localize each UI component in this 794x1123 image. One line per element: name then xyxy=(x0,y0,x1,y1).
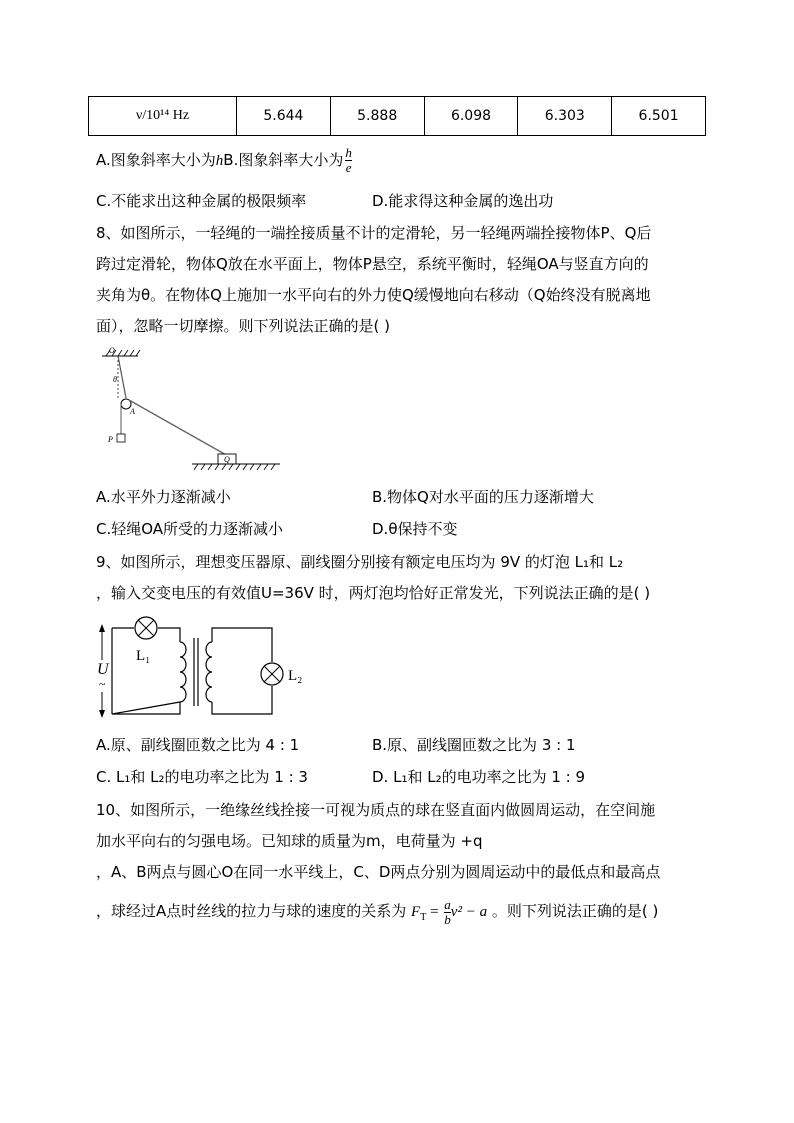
q7-option-a: A.图象斜率大小为 xyxy=(96,151,216,169)
secondary-coil xyxy=(206,642,212,702)
block-p xyxy=(117,434,125,442)
q8-pulley-diagram xyxy=(100,342,290,477)
rope-oa xyxy=(118,356,126,398)
q8-option-b: B.物体Q对水平面的压力逐渐增大 xyxy=(372,488,594,506)
primary-coil xyxy=(180,642,186,702)
q8-stem-line-3: 夹角为θ。在物体Q上施加一水平向右的外力使Q缓慢地向右移动（Q始终没有脱离地 xyxy=(96,286,651,304)
voltage-arrowhead-bottom xyxy=(99,710,105,718)
q10-stem-line-2: 加水平向右的匀强电场。已知球的质量为m，电荷量为 +q xyxy=(96,832,483,850)
label-a: A xyxy=(130,407,135,416)
table-cell: 5.644 xyxy=(237,97,331,136)
table-row xyxy=(89,97,706,136)
q10-line-4-text-b: 。则下列说法正确的是( ) xyxy=(487,901,659,920)
table-cell: 5.888 xyxy=(330,97,424,136)
rope-to-q xyxy=(129,400,228,456)
q9-transformer-diagram xyxy=(96,612,316,722)
fraction-numerator: h xyxy=(345,145,352,160)
q8-stem-line-4: 面），忽略一切摩擦。则下列说法正确的是( ) xyxy=(96,317,390,335)
label-l2: L₂ xyxy=(288,668,303,684)
q8-option-d: D.θ保持不变 xyxy=(372,520,458,538)
label-theta: θ xyxy=(113,375,117,384)
frequency-table xyxy=(88,96,706,136)
formula-f: F xyxy=(411,903,421,920)
q7-option-d: D.能求得这种金属的逸出功 xyxy=(372,192,554,210)
label-o: O xyxy=(109,346,115,355)
fraction-denominator: b xyxy=(444,912,451,927)
formula-subscript: T xyxy=(420,911,427,923)
table-header-cell: ν/10¹⁴ Hz xyxy=(89,97,237,136)
table-cell: 6.303 xyxy=(518,97,612,136)
table-cell: 6.501 xyxy=(612,97,706,136)
q8-option-c: C.轻绳OA所受的力逐渐减小 xyxy=(96,520,284,538)
q10-stem-line-1: 10、如图所示，一绝缘丝线拴接一可视为质点的球在竖直面内做圆周运动，在空间施 xyxy=(96,801,656,819)
q10-stem-line-3: ，A、B两点与圆心O在同一水平线上，C、D两点分别为圆周运动中的最低点和最高点 xyxy=(96,863,661,881)
fraction-numerator: a xyxy=(444,897,451,912)
q7-option-ab xyxy=(96,146,352,175)
label-ac-symbol: ~ xyxy=(99,677,106,691)
q8-stem-line-1: 8、如图所示，一轻绳的一端拴接质量不计的定滑轮，另一轻绳两端拴接物体P、Q后 xyxy=(96,224,652,242)
voltage-arrowhead-top xyxy=(99,624,105,632)
q7-option-c: C.不能求出这种金属的极限频率 xyxy=(96,192,307,210)
label-l1: L₁ xyxy=(136,648,151,664)
tension-formula xyxy=(411,897,488,927)
q9-option-c: C. L₁和 L₂的电功率之比为 1 : 3 xyxy=(96,768,308,786)
q9-option-a: A.原、副线圈匝数之比为 4 : 1 xyxy=(96,736,300,754)
label-p: P xyxy=(108,435,113,444)
label-q: Q xyxy=(224,455,230,464)
q9-option-d: D. L₁和 L₂的电功率之比为 1 : 9 xyxy=(372,768,586,786)
q9-stem-line-2: ，输入交变电压的有效值U=36V 时，两灯泡均恰好正常发光，下列说法正确的是( ) xyxy=(96,584,651,602)
label-u: U xyxy=(97,661,109,678)
q8-option-a: A.水平外力逐渐减小 xyxy=(96,488,231,506)
q8-stem-line-2: 跨过定滑轮，物体Q放在水平面上，物体P悬空，系统平衡时，轻绳OA与竖直方向的 xyxy=(96,255,649,273)
q7-option-b: B.图象斜率大小为 xyxy=(223,151,344,169)
q10-line-4-text-a: ，球经过A点时丝线的拉力与球的速度的关系为 xyxy=(96,901,412,920)
fraction-denominator: e xyxy=(345,160,352,175)
ground-hatch xyxy=(194,464,275,470)
formula-rhs: v² − a xyxy=(450,903,488,920)
formula-equals: = xyxy=(426,903,443,920)
q7-option-b-fraction xyxy=(345,146,352,175)
q9-option-b: B.原、副线圈匝数之比为 3 : 1 xyxy=(372,736,576,754)
q7-option-a-var: h xyxy=(215,153,224,169)
primary-wire xyxy=(112,628,180,714)
table-cell: 6.098 xyxy=(424,97,518,136)
q10-stem-line-4 xyxy=(96,898,658,929)
q9-stem-line-1: 9、如图所示，理想变压器原、副线圈分别接有额定电压均为 9V 的灯泡 L₁和 L₂ xyxy=(96,553,624,571)
